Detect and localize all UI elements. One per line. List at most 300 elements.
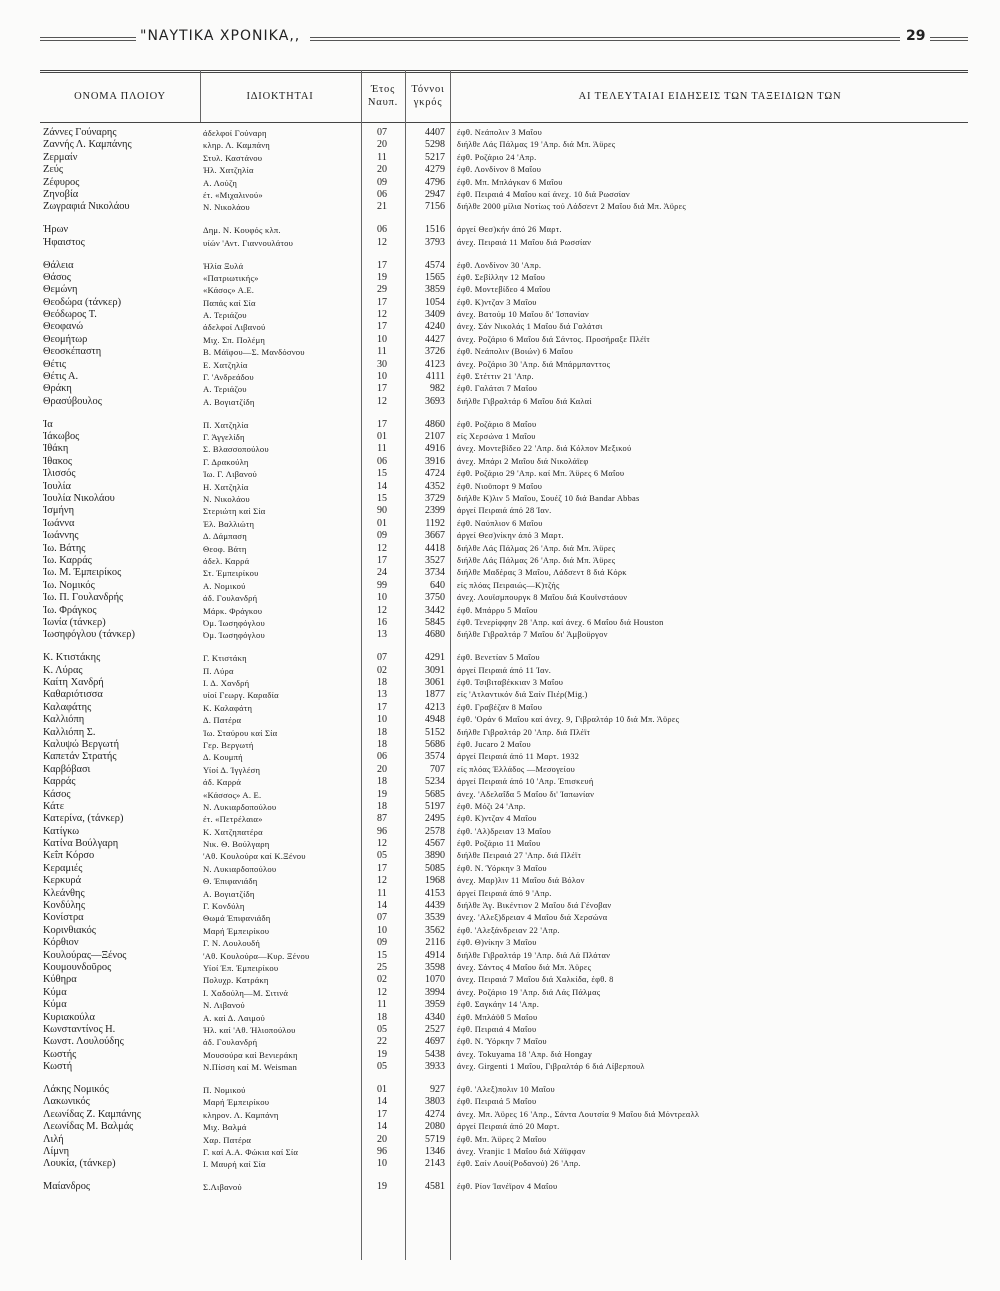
gross-tons-cell: 5719 (425, 1133, 445, 1145)
ship-name-cell: Καθαριότισσα (43, 689, 103, 701)
gross-tons-cell: 4427 (425, 333, 445, 345)
running-header (40, 28, 968, 48)
latest-news-cell: άργεί Θεσ)νίκην άπό 3 Μαρτ. (457, 531, 564, 541)
gross-tons-cell: 4724 (425, 468, 445, 480)
ship-name-cell: Κονίστρα (43, 912, 84, 924)
header-rule-left (40, 37, 136, 41)
ship-name-cell: Λακωνικός (43, 1096, 90, 1108)
owner-cell: Όμ. Ίωσηφόγλου (203, 630, 265, 641)
table-row (40, 468, 968, 480)
year-built-cell: 30 (377, 358, 387, 370)
owner-cell: άδελφοί Λιβανού (203, 322, 266, 333)
year-built-cell: 18 (377, 677, 387, 689)
latest-news-cell: διήλθε Γιβραλτάρ 6 Μαΐου διά Καλαί (457, 396, 592, 406)
ship-name-cell: Θέτις (43, 358, 66, 370)
year-built-cell: 10 (377, 924, 387, 936)
gross-tons-cell: 3933 (425, 1061, 445, 1073)
gross-tons-cell: 2143 (425, 1158, 445, 1170)
table-row (40, 1109, 968, 1121)
table-row (40, 518, 968, 530)
gross-tons-cell: 4111 (425, 371, 445, 383)
table-row (40, 1084, 968, 1096)
table-row (40, 139, 968, 151)
year-built-cell: 16 (377, 616, 387, 628)
owner-cell: Ν. Λιβανού (203, 1000, 245, 1011)
ship-name-cell: Θρασύβουλος (43, 395, 102, 407)
gross-tons-cell: 5438 (425, 1048, 445, 1060)
latest-news-cell: άργεί Θεσ)κήν άπό 26 Μαρτ. (457, 225, 562, 235)
owner-cell: Γ. 'Ανδρεάδου (203, 372, 254, 383)
latest-news-cell: διήλθε 2000 μίλια Νοτίως τού Λάδσεντ 2 Μαΐου διά Μπ. Άϋρες (457, 202, 686, 212)
owner-cell: Π. Χατζηλία (203, 419, 249, 430)
latest-news-cell: έφθ. Νιοϋπορτ 9 Μαΐου (457, 481, 543, 491)
owner-cell: Α. Τεριάζου (203, 384, 247, 395)
latest-news-cell: άργεί Πειραιά άπό 11 Ίαν. (457, 665, 552, 675)
owner-cell: Ήλ. καί 'Αθ. Ήλιοπούλου (203, 1024, 296, 1035)
ship-name-cell: Ζέφυρος (43, 176, 80, 188)
latest-news-cell: διήλθε Λάς Πάλμας 19 'Απρ. διά Μπ. Άϋρες (457, 140, 616, 150)
ship-name-cell: Ζαννής Λ. Καμπάνης (43, 139, 132, 151)
year-built-cell: 99 (377, 579, 387, 591)
table-row (40, 764, 968, 776)
latest-news-cell: έφθ. Μπλάϋθ 5 Μαΐου (457, 1012, 538, 1022)
year-built-cell: 20 (377, 164, 387, 176)
latest-news-cell: έφθ. Μπ. Μπλάγκαν 6 Μαΐου (457, 177, 563, 187)
year-built-cell: 05 (377, 850, 387, 862)
year-built-cell: 17 (377, 862, 387, 874)
ship-name-cell: Θράκη (43, 383, 72, 395)
gross-tons-cell: 4697 (425, 1036, 445, 1048)
latest-news-cell: άνεχ. Μπ. Άϋρες 16 'Απρ., Σάντα Λουτσία 9 Μαΐου διά Μόντρεαλλ (457, 1109, 700, 1119)
table-row (40, 201, 968, 213)
owner-cell: Η. Χατζηλία (203, 481, 249, 492)
table-row (40, 164, 968, 176)
table-row (40, 875, 968, 887)
latest-news-cell: έφθ. 'Οράν 6 Μαΐου καί άνεχ. 9, Γιβραλτάρ 10 διά Μπ. Άϋρες (457, 715, 680, 725)
year-built-cell: 19 (377, 1181, 387, 1193)
gross-tons-cell: 4680 (425, 629, 445, 641)
table-row (40, 912, 968, 924)
latest-news-cell: έφθ. Πειραιά 4 Μαΐου (457, 1024, 537, 1034)
table-row (40, 371, 968, 383)
ship-name-cell: Ίάκωβος (43, 431, 80, 443)
gross-tons-cell: 3959 (425, 999, 445, 1011)
latest-news-cell: έφθ. Λονδίνον 30 'Απρ. (457, 260, 542, 270)
table-row (40, 838, 968, 850)
year-built-cell: 20 (377, 1133, 387, 1145)
ship-name-cell: Ζωγραφιά Νικολάου (43, 201, 130, 213)
gross-tons-cell: 4439 (425, 900, 445, 912)
table-row (40, 396, 968, 408)
ship-name-cell: Ίωάννης (43, 530, 79, 542)
gross-tons-cell: 640 (430, 579, 445, 591)
ship-name-cell: Ίω. Νομικός (43, 579, 95, 591)
year-built-cell: 12 (377, 838, 387, 850)
owner-cell: Δ. Πατέρα (203, 715, 242, 726)
table-row (40, 677, 968, 689)
gross-tons-cell: 4240 (425, 321, 445, 333)
gross-tons-cell: 3562 (425, 924, 445, 936)
year-built-cell: 17 (377, 701, 387, 713)
owner-cell: 'Αθ. Κουλούρα—Κυρ. Ξένου (203, 950, 310, 961)
gross-tons-cell: 5685 (425, 788, 445, 800)
latest-news-cell: έφθ. Γραβέζαν 8 Μαΐου (457, 702, 543, 712)
table-row (40, 826, 968, 838)
ship-name-cell: Κ. Λύρας (43, 664, 83, 676)
table-row (40, 1061, 968, 1073)
table-row (40, 801, 968, 813)
owner-cell: Θωμά Έπιφανιάδη (203, 913, 271, 924)
table-row (40, 260, 968, 272)
gross-tons-cell: 5217 (425, 151, 445, 163)
owner-cell: άδ. Γουλανδρή (203, 593, 258, 604)
gross-tons-cell: 4914 (425, 949, 445, 961)
year-built-cell: 29 (377, 284, 387, 296)
gross-tons-cell: 3726 (425, 346, 445, 358)
latest-news-cell: έφθ. Σαίν Λουί(Ροδανού) 26 'Απρ. (457, 1159, 581, 1169)
latest-news-cell: διήλθε Πειραιά 27 'Απρ. διά Πλέϊτ (457, 851, 582, 861)
ship-name-cell: Λάκης Νομικός (43, 1084, 109, 1096)
latest-news-cell: έφθ. 'Αλεξ)πολιν 10 Μαΐου (457, 1085, 555, 1095)
gross-tons-cell: 3667 (425, 530, 445, 542)
owner-cell: Γ. καί Α.Α. Φώκια καί Σία (203, 1146, 299, 1157)
table-row (40, 702, 968, 714)
gross-tons-cell: 982 (430, 383, 445, 395)
owner-cell: Γ. Άγγελίδη (203, 432, 245, 443)
owner-cell: Α. Τεριάζου (203, 310, 247, 321)
ship-name-cell: Κατερίνα, (τάνκερ) (43, 813, 124, 825)
ship-name-cell: Κυριακούλα (43, 1011, 95, 1023)
latest-news-cell: άνεχ. Μαρ)λιν 11 Μαΐου διά Βόλον (457, 876, 585, 886)
latest-news-cell: άργεί Πειραιά άπό 11 Μαρτ. 1932 (457, 752, 580, 762)
latest-news-cell: άνεχ. Girgenti 1 Μαΐου, Γιβραλτάρ 6 διά Λίβερπουλ (457, 1062, 645, 1072)
gross-tons-cell: 4581 (425, 1181, 445, 1193)
ship-name-cell: Καλυψώ Βεργωτή (43, 738, 120, 750)
ship-name-cell: Ίωσηφόγλου (τάνκερ) (43, 629, 135, 641)
latest-news-cell: άργεί Πειραιά άπό 9 'Απρ. (457, 888, 552, 898)
table-row (40, 1049, 968, 1061)
owner-cell: 'Αθ. Κουλούρα καί Κ.Ξένου (203, 851, 306, 862)
table-row (40, 189, 968, 201)
year-built-cell: 09 (377, 937, 387, 949)
owner-cell: Ν. Λυκιαρδοπούλου (203, 801, 277, 812)
year-built-cell: 13 (377, 629, 387, 641)
column-divider-header-1 (200, 70, 201, 122)
table-row (40, 272, 968, 284)
table-row (40, 739, 968, 751)
table-body (40, 127, 968, 1194)
latest-news-cell: άνεχ. Tokuyama 18 'Απρ. διά Hongay (457, 1049, 593, 1059)
latest-news-cell: είς Χερσώνα 1 Μαΐου (457, 432, 536, 442)
table-row (40, 665, 968, 677)
table-row (40, 652, 968, 664)
latest-news-cell: έφθ. Ροζάριο 8 Μαΐου (457, 419, 537, 429)
year-built-cell: 96 (377, 1145, 387, 1157)
table-row (40, 431, 968, 443)
ship-name-cell: Καλλιόπη (43, 714, 85, 726)
table-row (40, 505, 968, 517)
year-built-cell: 19 (377, 788, 387, 800)
ship-name-cell: Καπετάν Στρατής (43, 751, 117, 763)
ship-name-cell: Θεόδωρος Τ. (43, 309, 97, 321)
gross-tons-cell: 927 (430, 1084, 445, 1096)
table-row (40, 177, 968, 189)
latest-news-cell: έφθ. Πειραιά 4 Μαΐου καί άνεχ. 10 διά Ρωσσίαν (457, 189, 630, 199)
table-row (40, 543, 968, 555)
year-built-cell: 05 (377, 1023, 387, 1035)
owner-cell: Έλ. Βαλλιώτη (203, 518, 255, 529)
ship-name-cell: Θάλεια (43, 259, 74, 271)
latest-news-cell: είς 'Ατλαντικόν διά Σαίν Πιέρ(Mig.) (457, 690, 588, 700)
gross-tons-cell: 5085 (425, 862, 445, 874)
latest-news-cell: άνεχ. Πειραιά 7 Μαΐου διά Χαλκίδα, έφθ. 8 (457, 975, 614, 985)
latest-news-cell: έφθ. Ρίον Ίανέϊρον 4 Μαΐου (457, 1182, 558, 1192)
table-row (40, 1036, 968, 1048)
year-built-cell: 01 (377, 1084, 387, 1096)
owner-cell: Ν. Νικολάου (203, 202, 250, 213)
table-row (40, 580, 968, 592)
latest-news-cell: άνεχ. 'Αδελαΐδα 5 Μαΐου δι' Ίαπωνίαν (457, 789, 595, 799)
ship-name-cell: Κωστής (43, 1048, 77, 1060)
gross-tons-cell: 4213 (425, 701, 445, 713)
year-built-cell: 12 (377, 875, 387, 887)
owner-cell: Γ. Κτιστάκη (203, 653, 247, 664)
ship-name-cell: Καίτη Χανδρή (43, 677, 104, 689)
owner-cell: Δ. Κουμπή (203, 752, 243, 763)
ship-name-cell: Λεωνίδας Μ. Βαλμάς (43, 1121, 134, 1133)
table-row (40, 987, 968, 999)
ship-name-cell: Ίω. Καρράς (43, 555, 92, 566)
gross-tons-cell: 4407 (425, 127, 445, 138)
ship-name-cell: Κουμουνδοῦρος (43, 962, 112, 973)
table-row (40, 284, 968, 296)
gross-tons-cell: 3729 (425, 493, 445, 505)
latest-news-cell: έφθ. Πειραιά 5 Μαΐου (457, 1097, 537, 1107)
latest-news-cell: άνεχ. Σάντος 4 Μαΐου διά Μπ. Άϋρες (457, 963, 592, 972)
ship-news-table (40, 70, 968, 1260)
gross-tons-cell: 4352 (425, 480, 445, 492)
year-built-cell: 07 (377, 652, 387, 664)
latest-news-cell: άργεί Πειραιά άπό 28 Ίαν. (457, 506, 552, 516)
owner-cell: Ι. Δ. Χανδρή (203, 678, 250, 689)
year-built-cell: 19 (377, 1048, 387, 1060)
owner-cell: Γ. Δρακούλη (203, 456, 249, 467)
gross-tons-cell: 2116 (425, 937, 445, 949)
owner-cell: Όμ. Ίωσηφόγλου (203, 617, 265, 628)
ship-name-cell: Ήφαιστος (43, 236, 85, 248)
year-built-cell: 17 (377, 296, 387, 308)
year-built-cell: 02 (377, 664, 387, 676)
year-built-cell: 14 (377, 1096, 387, 1108)
column-header-gross-tons: Τόννοι γκρός (411, 84, 445, 108)
latest-news-cell: άνεχ. 'Αλεξ)δρειαν 4 Μαΐου διά Χερσώνα (457, 913, 608, 923)
owner-cell: Στ. Έμπειρίκου (203, 568, 259, 579)
owner-cell: Μαρή Έμπειρίκου (203, 925, 270, 936)
gross-tons-cell: 3750 (425, 592, 445, 604)
year-built-cell: 10 (377, 714, 387, 726)
gross-tons-cell: 4123 (425, 358, 445, 370)
gross-tons-cell: 5197 (425, 800, 445, 812)
ship-name-cell: Καρβόβασι (43, 763, 91, 775)
table-row (40, 1146, 968, 1158)
gross-tons-cell: 3890 (425, 850, 445, 862)
gross-tons-cell: 4796 (425, 176, 445, 188)
owner-cell: άδελ. Καρρά (203, 556, 250, 566)
ship-name-cell: Κωνσταντίνος Η. (43, 1023, 116, 1035)
gross-tons-cell: 5845 (425, 616, 445, 628)
year-built-cell: 17 (377, 321, 387, 333)
gross-tons-cell: 1516 (425, 224, 445, 236)
year-built-cell: 11 (377, 999, 387, 1011)
table-row (40, 962, 968, 974)
gross-tons-cell: 3994 (425, 986, 445, 998)
owner-cell: Β. Μάϊφου—Σ. Μανδόσνου (203, 347, 305, 358)
table-row (40, 443, 968, 455)
year-built-cell: 12 (377, 604, 387, 616)
latest-news-cell: διήλθε Γιβραλτάρ 20 'Απρ. διά Πλέϊτ (457, 727, 591, 737)
gross-tons-cell: 3803 (425, 1096, 445, 1108)
ship-name-cell: Ζεύς (43, 164, 63, 176)
ship-name-cell: Κ. Κτιστάκης (43, 652, 101, 664)
gross-tons-cell: 3409 (425, 309, 445, 321)
table-row (40, 776, 968, 788)
year-built-cell: 13 (377, 689, 387, 701)
gross-tons-cell: 2495 (425, 813, 445, 825)
year-built-cell: 14 (377, 1121, 387, 1133)
gross-tons-cell: 1565 (425, 271, 445, 283)
latest-news-cell: άνεχ. Ροζάριο 6 Μαΐου διά Σάντος. Προσήραξε Πλέϊτ (457, 334, 651, 344)
latest-news-cell: είς πλόας Πειραιώς—Κ)τζής (457, 580, 560, 590)
table-row (40, 1012, 968, 1024)
owner-cell: Π. Λύρα (203, 665, 234, 676)
year-built-cell: 01 (377, 431, 387, 443)
ship-name-cell: Κάτε (43, 800, 65, 812)
latest-news-cell: άνεχ. Βατούμ 10 Μαΐου δι' Ίσπανίαν (457, 310, 589, 320)
owner-cell: Κ. Χατζηπατέρα (203, 826, 263, 837)
gross-tons-cell: 2107 (425, 431, 445, 443)
gross-tons-cell: 1070 (425, 974, 445, 986)
owner-cell: άδελφοί Γούναρη (203, 128, 267, 138)
year-built-cell: 09 (377, 176, 387, 188)
owner-cell: Ίω. Σταύρου καί Σία (203, 727, 278, 738)
year-built-cell: 17 (377, 418, 387, 430)
owner-cell: Παπάς καί Σία (203, 297, 256, 308)
latest-news-cell: διήλθε Γιβραλτάρ 19 'Απρ. διά Λά Πλάταν (457, 950, 611, 960)
year-built-cell: 07 (377, 127, 387, 138)
owner-cell: Στυλ. Καστάνου (203, 152, 263, 163)
latest-news-cell: άνεχ. Πειραιά 11 Μαΐου διά Ρωσσίαν (457, 237, 592, 247)
table-row (40, 592, 968, 604)
gross-tons-cell: 4279 (425, 164, 445, 176)
gross-tons-cell: 5298 (425, 139, 445, 151)
ship-name-cell: Ζερμαίν (43, 151, 78, 163)
year-built-cell: 15 (377, 493, 387, 505)
latest-news-cell: άνεχ. Σάν Νικολάς 1 Μαΐου διά Γαλάτσι (457, 322, 603, 332)
year-built-cell: 17 (377, 259, 387, 271)
owner-cell: Χαρ. Πατέρα (203, 1134, 252, 1145)
year-built-cell: 15 (377, 949, 387, 961)
latest-news-cell: διήλθε Λάς Πάλμας 26 'Απρ. διά Μπ. Άϋρες (457, 543, 616, 553)
latest-news-cell: έφθ. Ν. Ύόρκην 3 Μαΐου (457, 863, 547, 873)
ship-name-cell: Κάσος (43, 788, 71, 800)
year-built-cell: 96 (377, 825, 387, 837)
latest-news-cell: έφθ. Μόζι 24 'Απρ. (457, 801, 526, 811)
latest-news-cell: άνεχ. Λουϊσμπουργκ 8 Μαΐου διά Κουϊνστάουν (457, 593, 628, 603)
gross-tons-cell: 3539 (425, 912, 445, 924)
latest-news-cell: διήλθε Κ)λιν 5 Μαΐου, Σουέζ 10 διά Bandar Abbas (457, 494, 640, 504)
owner-cell: Ι. Χαδούλη—Μ. Σιτινά (203, 987, 289, 998)
table-row (40, 297, 968, 309)
table-row (40, 555, 968, 567)
year-built-cell: 11 (377, 346, 387, 358)
gross-tons-cell: 2080 (425, 1121, 445, 1133)
owner-cell: Ε. Χατζηλία (203, 359, 248, 370)
year-built-cell: 24 (377, 567, 387, 579)
ship-name-cell: Λεωνίδας Ζ. Καμπάνης (43, 1108, 141, 1120)
latest-news-cell: έφθ. Μπάρρυ 5 Μαΐου (457, 605, 538, 615)
owner-cell: Α. καί Δ. Λαιμού (203, 1012, 266, 1023)
ship-name-cell: Κερκυρά (43, 875, 82, 887)
ship-name-cell: Ία (43, 418, 53, 430)
ship-name-cell: Ήρων (43, 224, 69, 236)
owner-cell: Υίοί Έπ. Έμπειρίκου (203, 963, 279, 973)
latest-news-cell: διήλθε Άγ. Βικέντιον 2 Μαΐου διά Γένοβαν (457, 901, 612, 911)
column-header-year-built: Έτος Ναυπ. (367, 84, 399, 108)
ship-name-cell: Μαίανδρος (43, 1181, 91, 1193)
table-row (40, 493, 968, 505)
table-row (40, 359, 968, 371)
table-row (40, 689, 968, 701)
gross-tons-cell: 2399 (425, 505, 445, 517)
gross-tons-cell: 5152 (425, 726, 445, 738)
year-built-cell: 12 (377, 395, 387, 407)
owner-cell: Π. Νομικού (203, 1085, 246, 1096)
year-built-cell: 06 (377, 751, 387, 763)
year-built-cell: 18 (377, 1011, 387, 1023)
table-row (40, 714, 968, 726)
table-row (40, 456, 968, 468)
year-built-cell: 06 (377, 224, 387, 236)
owner-cell: Α. Νομικού (203, 580, 246, 591)
year-built-cell: 22 (377, 1036, 387, 1048)
gross-tons-cell: 3693 (425, 395, 445, 407)
owner-cell: Κ. Καλαφάτη (203, 702, 253, 713)
owner-cell: Ν.Πίσση καί M. Weisman (203, 1062, 297, 1073)
ship-name-cell: Ίωνία (τάνκερ) (43, 616, 106, 628)
owner-cell: έτ. «Μιχαλινού» (203, 189, 263, 200)
table-row (40, 813, 968, 825)
latest-news-cell: άνεχ. Vranjic 1 Μαΐου διά Χάϊφφαν (457, 1146, 586, 1156)
year-built-cell: 18 (377, 776, 387, 788)
table-row (40, 900, 968, 912)
gross-tons-cell: 4274 (425, 1108, 445, 1120)
table-row (40, 1181, 968, 1193)
year-built-cell: 19 (377, 271, 387, 283)
table-row (40, 999, 968, 1011)
year-built-cell: 18 (377, 800, 387, 812)
year-built-cell: 90 (377, 505, 387, 517)
gross-tons-cell: 3442 (425, 604, 445, 616)
owner-cell: Α. Βογιατζίδη (203, 396, 255, 407)
ship-name-cell: Λίμνη (43, 1145, 70, 1157)
table-row (40, 334, 968, 346)
owner-cell: Γ. Ν. Λουλουδή (203, 938, 261, 949)
year-built-cell: 18 (377, 738, 387, 750)
owner-cell: έτ. «Πετρέλαια» (203, 814, 263, 825)
table-row (40, 617, 968, 629)
table-row (40, 481, 968, 493)
owner-cell: Θ. Έπιφανιάδη (203, 876, 258, 887)
